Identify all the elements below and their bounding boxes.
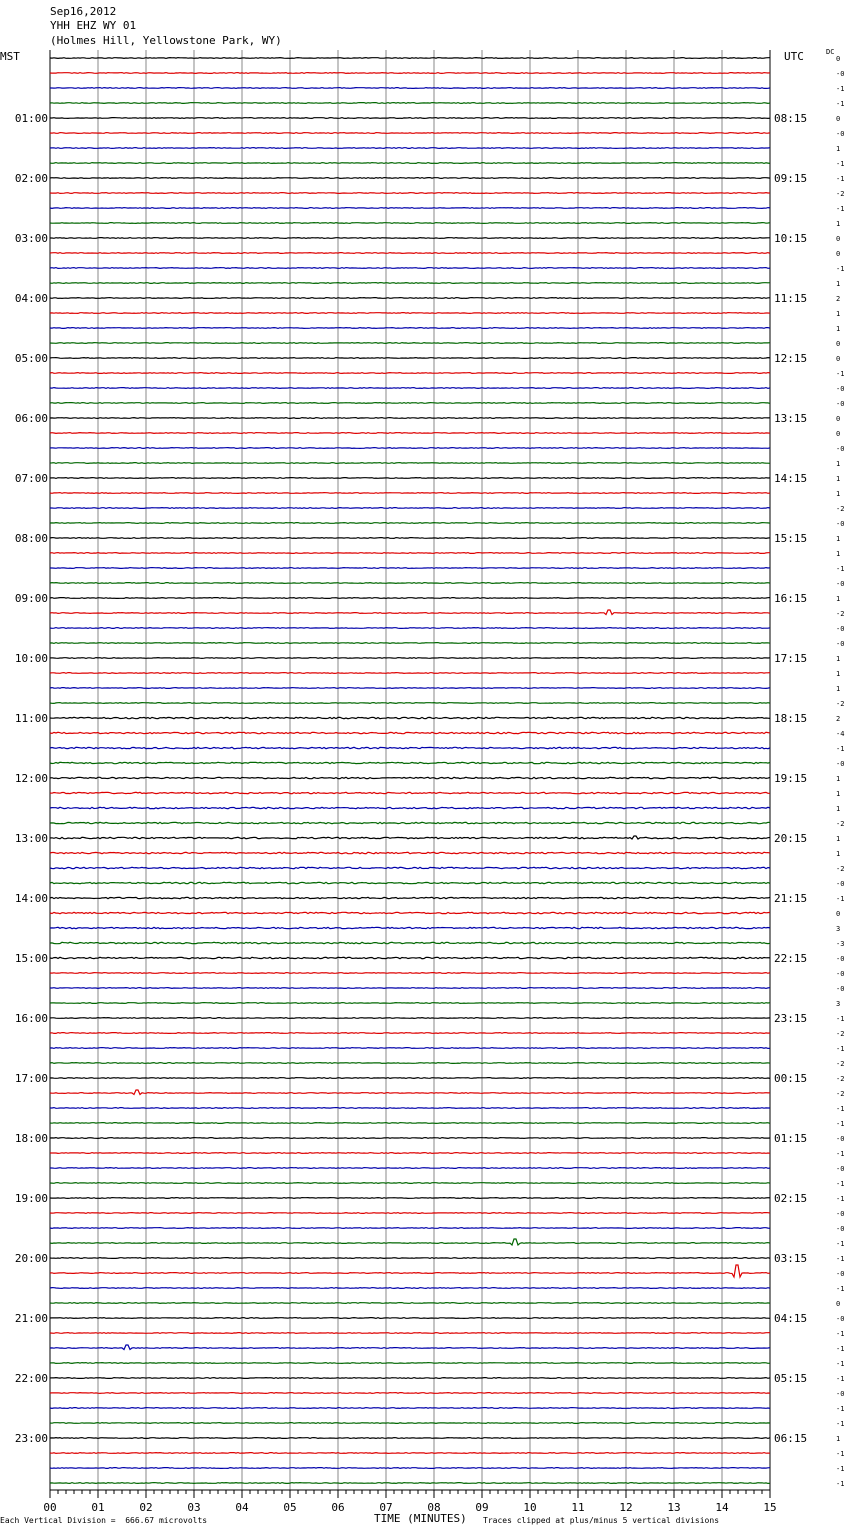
trace-line [50,553,770,554]
trace-line [50,1078,770,1079]
trace-line [50,403,770,404]
right-hour-label: 01:15 [774,1132,808,1145]
dc-offset-value: 1 [836,595,841,603]
right-hour-label: 02:15 [774,1192,808,1205]
dc-offset-value: 1 [836,280,841,288]
trace-line [50,988,770,989]
dc-offset-value: 1 [836,835,841,843]
dc-offset-value: -1 [836,1360,845,1368]
dc-offset-value: -2 [836,1075,845,1083]
trace-line [50,1453,770,1454]
x-tick-label: 09 [475,1501,489,1514]
trace-line [50,822,770,823]
trace-line [50,1003,770,1004]
trace-line [50,1438,770,1439]
dc-offset-value: -2 [836,820,845,828]
right-hour-label: 16:15 [774,592,808,605]
dc-offset-value: 2 [836,295,841,303]
trace-line [50,523,770,524]
trace-line [50,1168,770,1169]
dc-offset-value: -1 [836,160,845,168]
dc-offset-value: -1 [836,100,845,108]
trace-line [50,1423,770,1424]
dc-offset-value: -1 [836,895,845,903]
dc-offset-value: -1 [836,1240,845,1248]
dc-offset-value: -1 [836,1150,845,1158]
left-hour-label: 03:00 [14,232,48,245]
dc-offset-value: -1 [836,1180,845,1188]
trace-line [50,1408,770,1409]
trace-line [50,1123,770,1124]
dc-offset-value: -2 [836,1030,845,1038]
trace-line [50,178,770,179]
trace-line [50,418,770,419]
right-hour-label: 05:15 [774,1372,808,1385]
trace-line [50,583,770,584]
dc-offset-value: -0 [836,760,845,768]
left-timezone-label: MST [0,50,20,63]
left-hour-label: 10:00 [14,652,48,665]
left-hour-label: 21:00 [14,1312,48,1325]
dc-offset-value: -1 [836,1255,845,1263]
trace-line [50,927,770,928]
trace-line [50,747,770,748]
x-tick-label: 06 [331,1501,345,1514]
dc-offset-value: -1 [836,1105,845,1113]
dc-offset-value: 1 [836,325,841,333]
dc-offset-value: -1 [836,565,845,573]
x-tick-label: 12 [619,1501,633,1514]
trace-line [50,732,770,733]
dc-offset-value: -1 [836,1120,845,1128]
dc-offset-value: -0 [836,1210,845,1218]
dc-offset-value: 2 [836,715,841,723]
dc-offset-value: -1 [836,1345,845,1353]
dc-offset-value: -1 [836,175,845,183]
trace-line [50,1468,770,1469]
dc-offset-value: -2 [836,700,845,708]
dc-offset-value: -0 [836,970,845,978]
dc-offset-value: -0 [836,1225,845,1233]
dc-offset-value: -2 [836,610,845,618]
dc-offset-value: -1 [836,370,845,378]
dc-offset-value: 1 [836,220,841,228]
trace-line [50,1393,770,1394]
left-hour-label: 17:00 [14,1072,48,1085]
x-tick-label: 03 [187,1501,201,1514]
trace-line [50,1138,770,1139]
trace-line [50,1345,770,1350]
dc-offset-value: 0 [836,250,841,258]
dc-offset-value: 0 [836,115,841,123]
trace-line [50,836,770,839]
trace-line [50,1063,770,1064]
left-hour-label: 04:00 [14,292,48,305]
trace-line [50,508,770,509]
dc-offset-value: 1 [836,310,841,318]
trace-line [50,1333,770,1334]
trace-line [50,703,770,704]
dc-offset-value: -1 [836,1195,845,1203]
dc-offset-value: -0 [836,880,845,888]
dc-offset-value: 0 [836,235,841,243]
dc-offset-value: -1 [836,1465,845,1473]
dc-offset-value: -1 [836,1450,845,1458]
trace-line [50,433,770,434]
dc-offset-value: -0 [836,1135,845,1143]
trace-line [50,388,770,389]
x-tick-label: 08 [427,1501,441,1514]
x-tick-label: 11 [571,1501,585,1514]
trace-line [50,1239,770,1245]
trace-line [50,717,770,718]
dc-offset-value: -2 [836,190,845,198]
right-hour-label: 08:15 [774,112,808,125]
right-hour-label: 17:15 [774,652,808,665]
x-tick-label: 13 [667,1501,681,1514]
right-hour-label: 19:15 [774,772,808,785]
trace-line [50,1090,770,1095]
x-tick-label: 01 [91,1501,105,1514]
x-tick-label: 14 [715,1501,729,1514]
x-tick-label: 10 [523,1501,537,1514]
trace-line [50,88,770,89]
trace-line [50,268,770,269]
dc-offset-value: -0 [836,385,845,393]
dc-offset-value: -1 [836,1285,845,1293]
right-hour-label: 23:15 [774,1012,808,1025]
trace-line [50,1258,770,1259]
right-hour-label: 12:15 [774,352,808,365]
right-hour-label: 20:15 [774,832,808,845]
dc-offset-value: 1 [836,460,841,468]
vertical-scale-note: Each Vertical Division = 666.67 microvolts [0,1516,208,1525]
trace-line [50,298,770,299]
trace-line [50,568,770,569]
trace-line [50,463,770,464]
dc-offset-value: -0 [836,70,845,78]
right-hour-label: 11:15 [774,292,808,305]
trace-line [50,688,770,689]
trace-line [50,133,770,134]
dc-offset-value: 1 [836,775,841,783]
dc-offset-value: 3 [836,1000,841,1008]
dc-offset-value: -0 [836,985,845,993]
dc-offset-value: -4 [836,730,845,738]
trace-line [50,1318,770,1319]
left-hour-label: 19:00 [14,1192,48,1205]
left-hour-label: 14:00 [14,892,48,905]
dc-offset-value: 1 [836,535,841,543]
left-hour-label: 22:00 [14,1372,48,1385]
dc-offset-value: 1 [836,550,841,558]
left-hour-label: 05:00 [14,352,48,365]
trace-line [50,777,770,778]
dc-offset-value: 1 [836,670,841,678]
dc-offset-value: 0 [836,355,841,363]
trace-line [50,1213,770,1214]
dc-offset-value: -1 [836,265,845,273]
trace-line [50,328,770,329]
trace-line [50,1363,770,1364]
trace-line [50,852,770,853]
trace-line [50,912,770,913]
left-hour-label: 16:00 [14,1012,48,1025]
trace-line [50,58,770,59]
dc-offset-value: -1 [836,85,845,93]
trace-line [50,253,770,254]
dc-offset-value: -0 [836,1315,845,1323]
dc-offset-value: -2 [836,505,845,513]
dc-offset-value: 1 [836,490,841,498]
trace-line [50,882,770,883]
trace-line [50,103,770,104]
dc-offset-value: -1 [836,1015,845,1023]
trace-line [50,1288,770,1289]
trace-line [50,373,770,374]
trace-line [50,1033,770,1034]
dc-offset-value: -0 [836,955,845,963]
dc-offset-value: -1 [836,1480,845,1488]
trace-line [50,283,770,284]
dc-offset-value: -1 [836,1420,845,1428]
clip-note: Traces clipped at plus/minus 5 vertical divisions [483,1516,720,1525]
dc-offset-value: 0 [836,340,841,348]
dc-offset-value: 0 [836,415,841,423]
dc-offset-value: -0 [836,640,845,648]
trace-line [50,762,770,763]
right-hour-label: 00:15 [774,1072,808,1085]
dc-offset-value: -0 [836,1390,845,1398]
trace-line [50,1228,770,1229]
left-hour-label: 12:00 [14,772,48,785]
trace-line [50,1265,770,1277]
trace-line [50,1483,770,1484]
x-tick-label: 02 [139,1501,153,1514]
trace-line [50,448,770,449]
trace-line [50,1378,770,1379]
right-timezone-label: UTC [784,50,804,63]
dc-offset-value: -1 [836,745,845,753]
left-hour-label: 13:00 [14,832,48,845]
trace-line [50,118,770,119]
left-hour-label: 23:00 [14,1432,48,1445]
dc-offset-value: 1 [836,850,841,858]
dc-offset-value: -1 [836,1045,845,1053]
trace-line [50,148,770,149]
trace-line [50,658,770,659]
dc-offset-value: 1 [836,1435,841,1443]
right-hour-label: 10:15 [774,232,808,245]
trace-line [50,163,770,164]
right-hour-label: 15:15 [774,532,808,545]
trace-line [50,973,770,974]
left-hour-label: 09:00 [14,592,48,605]
dc-offset-value: -0 [836,400,845,408]
dc-offset-value: 0 [836,430,841,438]
trace-line [50,957,770,958]
dc-offset-value: -2 [836,865,845,873]
trace-line [50,643,770,644]
dc-offset-value: -1 [836,1330,845,1338]
dc-offset-value: 1 [836,145,841,153]
trace-line [50,942,770,943]
trace-line [50,673,770,674]
right-hour-label: 06:15 [774,1432,808,1445]
trace-line [50,1303,770,1304]
right-hour-label: 22:15 [774,952,808,965]
x-tick-label: 04 [235,1501,249,1514]
trace-line [50,193,770,194]
dc-offset-value: 3 [836,925,841,933]
trace-line [50,1108,770,1109]
dc-offset-value: 1 [836,805,841,813]
left-hour-label: 02:00 [14,172,48,185]
trace-line [50,628,770,629]
dc-offset-value: 0 [836,55,841,63]
record-date: Sep16,2012 [50,5,117,18]
dc-offset-value: -0 [836,130,845,138]
trace-line [50,358,770,359]
trace-line [50,867,770,868]
dc-offset-value: 1 [836,475,841,483]
trace-line [50,1018,770,1019]
trace-line [50,610,770,615]
right-hour-label: 21:15 [774,892,808,905]
right-hour-label: 18:15 [774,712,808,725]
trace-line [50,897,770,898]
dc-offset-value: -0 [836,1165,845,1173]
trace-line [50,208,770,209]
trace-line [50,598,770,599]
dc-offset-value: 0 [836,1300,841,1308]
left-hour-label: 20:00 [14,1252,48,1265]
left-hour-label: 11:00 [14,712,48,725]
right-hour-label: 03:15 [774,1252,808,1265]
trace-line [50,73,770,74]
trace-line [50,313,770,314]
trace-line [50,1048,770,1049]
left-hour-label: 08:00 [14,532,48,545]
trace-line [50,343,770,344]
dc-offset-value: -2 [836,1090,845,1098]
dc-offset-value: 0 [836,910,841,918]
dc-offset-value: -0 [836,520,845,528]
left-hour-label: 06:00 [14,412,48,425]
dc-offset-value: 1 [836,790,841,798]
right-hour-label: 14:15 [774,472,808,485]
trace-line [50,223,770,224]
x-axis-title: TIME (MINUTES) [374,1512,467,1525]
station-location: (Holmes Hill, Yellowstone Park, WY) [50,34,282,47]
dc-offset-value: 1 [836,685,841,693]
trace-line [50,807,770,808]
x-tick-label: 00 [43,1501,57,1514]
dc-offset-value: -0 [836,445,845,453]
station-id: YHH EHZ WY 01 [50,19,137,32]
dc-offset-value: -1 [836,1405,845,1413]
dc-offset-value: -1 [836,1375,845,1383]
right-hour-label: 09:15 [774,172,808,185]
x-tick-label: 05 [283,1501,297,1514]
dc-offset-value: -3 [836,940,845,948]
trace-line [50,1198,770,1199]
trace-line [50,478,770,479]
trace-line [50,1153,770,1154]
x-tick-label: 07 [379,1501,393,1514]
trace-line [50,493,770,494]
dc-offset-value: -2 [836,1060,845,1068]
right-hour-label: 04:15 [774,1312,808,1325]
left-hour-label: 18:00 [14,1132,48,1145]
dc-offset-value: -0 [836,1270,845,1278]
dc-offset-value: 1 [836,655,841,663]
trace-line [50,792,770,793]
left-hour-label: 01:00 [14,112,48,125]
dc-offset-header: DC [826,48,835,56]
trace-line [50,1183,770,1184]
x-tick-label: 15 [763,1501,777,1514]
dc-offset-value: -1 [836,205,845,213]
left-hour-label: 07:00 [14,472,48,485]
dc-offset-value: -0 [836,580,845,588]
left-hour-label: 15:00 [14,952,48,965]
trace-line [50,538,770,539]
dc-offset-value: -0 [836,625,845,633]
trace-line [50,238,770,239]
right-hour-label: 13:15 [774,412,808,425]
